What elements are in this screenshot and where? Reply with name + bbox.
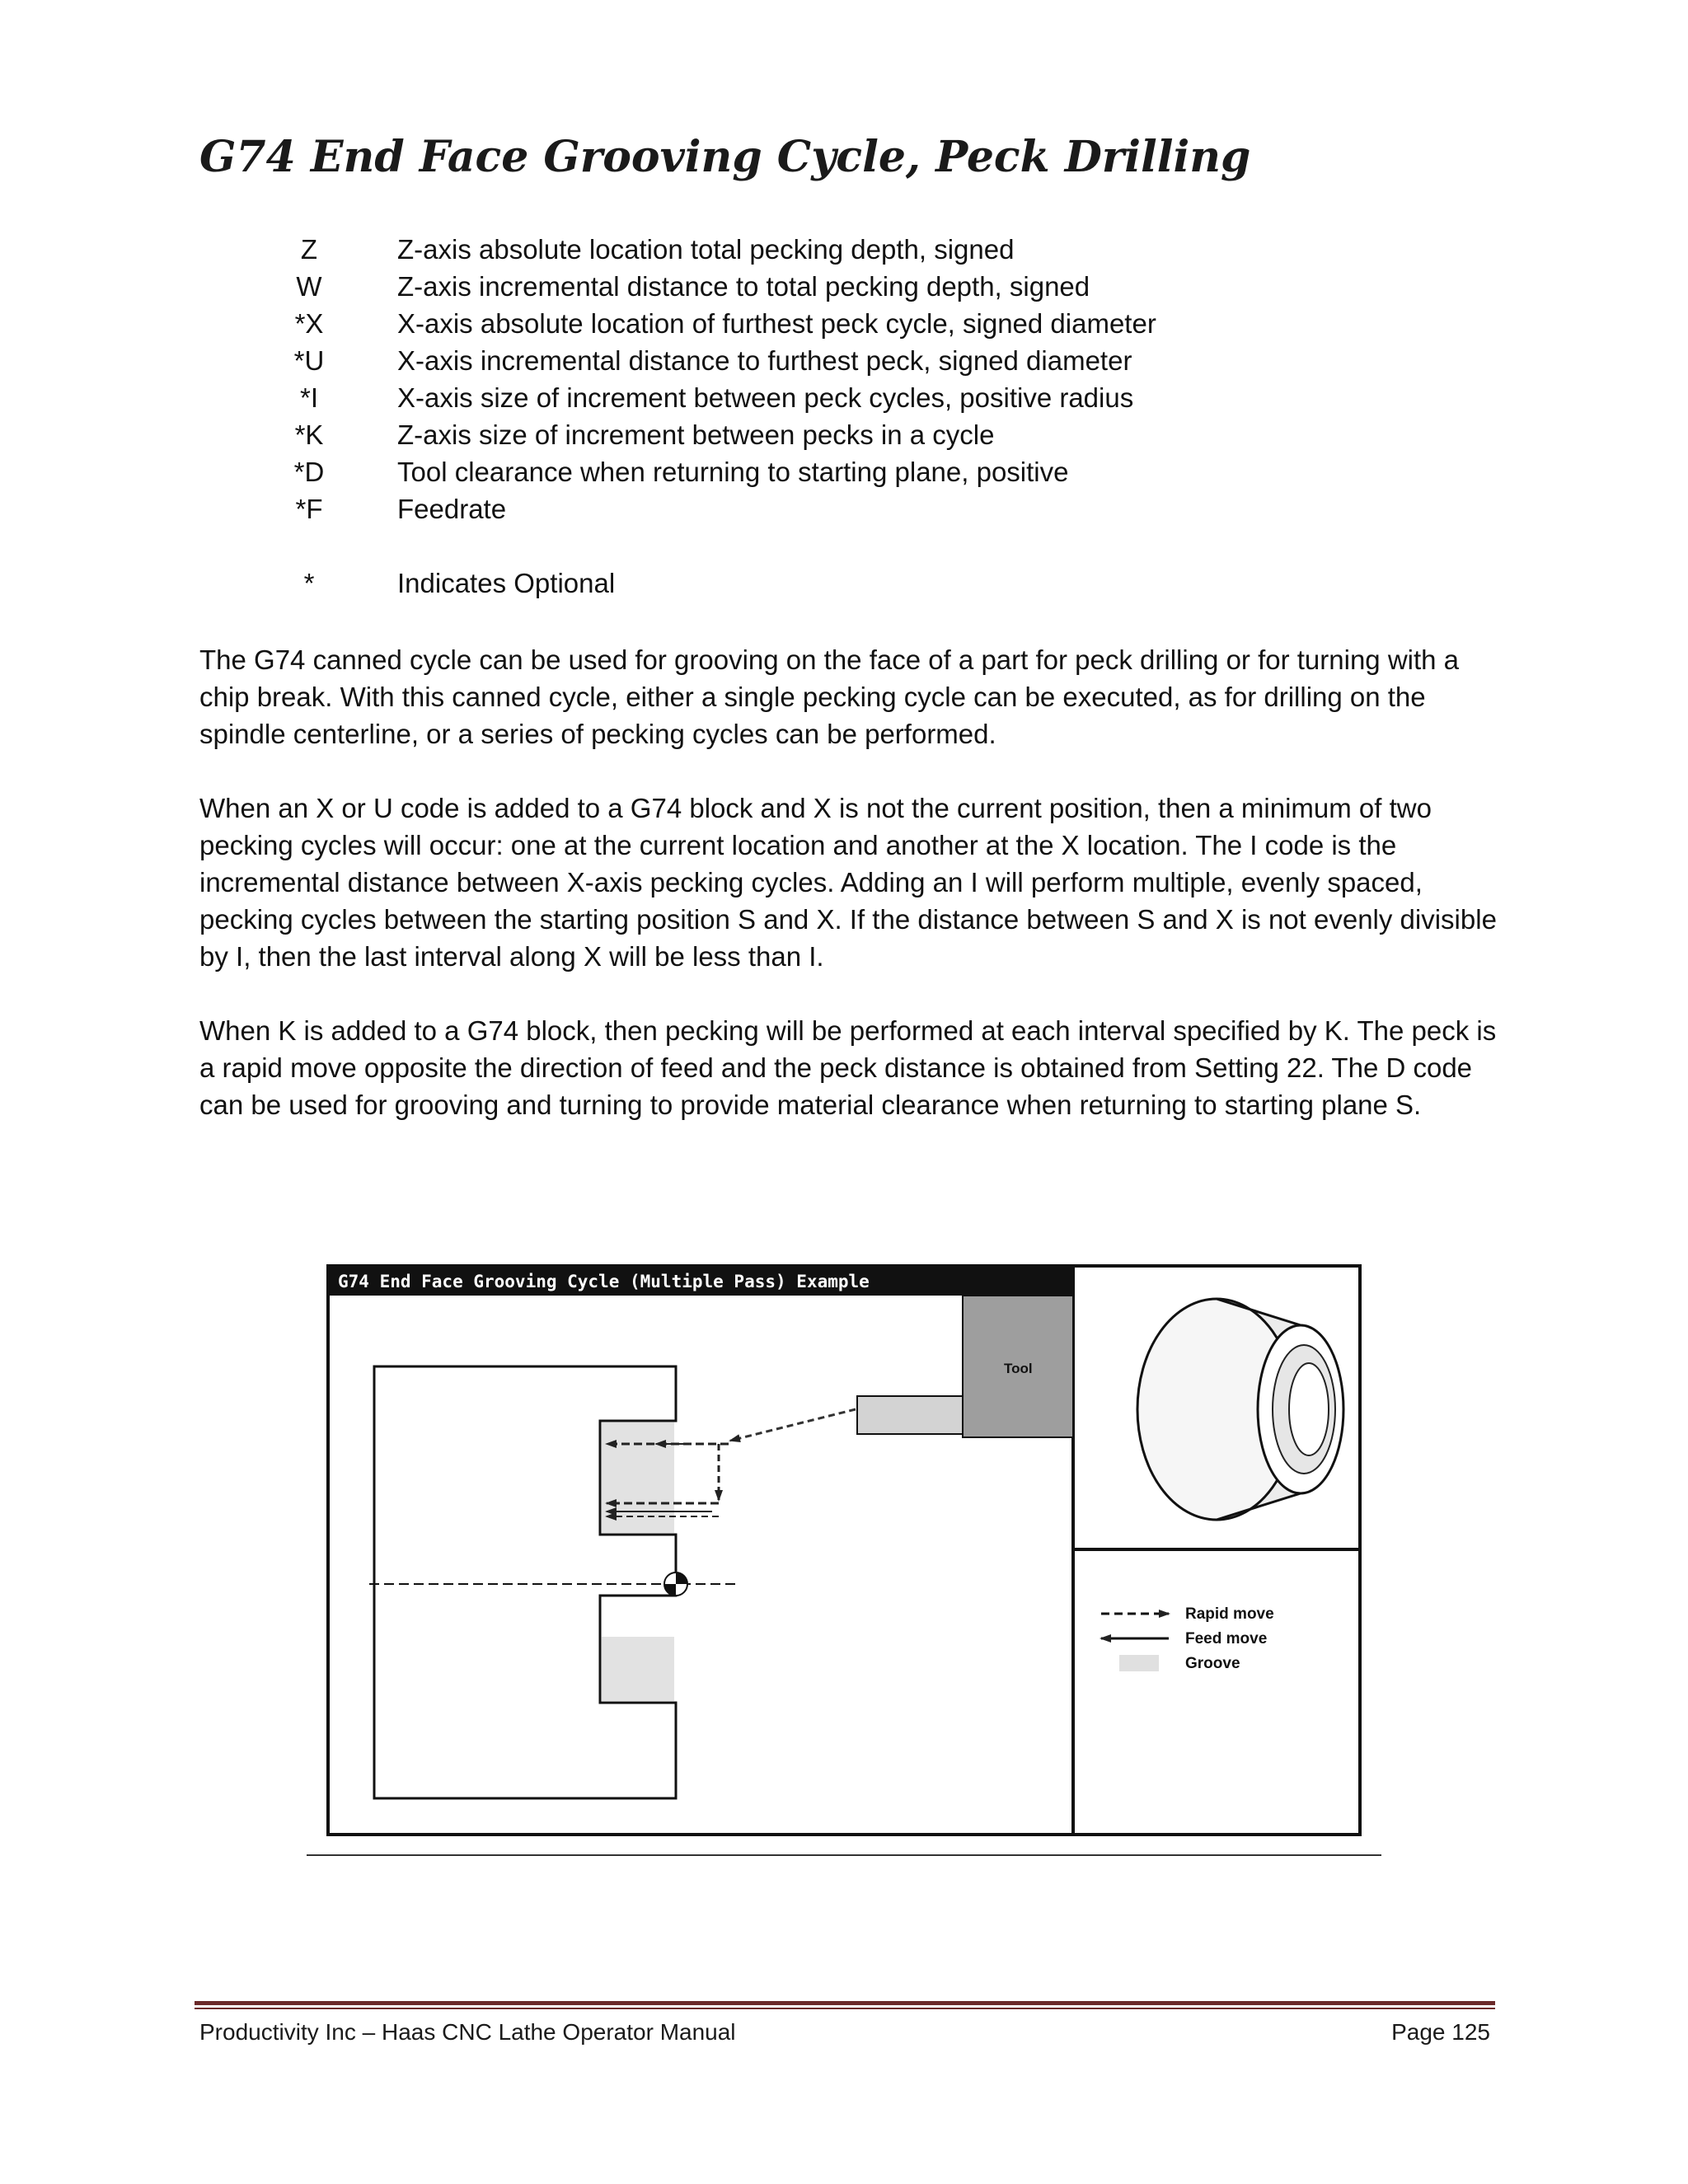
- param-description: Z-axis absolute location total pecking depth, signed: [397, 233, 1015, 265]
- param-description: Feedrate: [397, 493, 507, 524]
- param-description: X-axis size of increment between peck cycles, positive radius: [397, 382, 1134, 413]
- groove-area-lower: [602, 1637, 674, 1701]
- param-code: *I: [299, 382, 318, 413]
- param-code: W: [296, 270, 322, 302]
- param-row: [280, 342, 1352, 379]
- optional-note-symbol: *: [303, 567, 315, 598]
- param-row: [280, 416, 1352, 453]
- param-code: *D: [293, 456, 325, 487]
- param-code: Z: [300, 233, 318, 265]
- param-description: Tool clearance when returning to starting plane, positive: [397, 456, 1069, 487]
- footer-rule-thick: [195, 2001, 1495, 2005]
- param-description: X-axis incremental distance to furthest peck, signed diameter: [397, 344, 1132, 376]
- param-code: *U: [293, 344, 325, 376]
- page-title: G74 End Face Grooving Cycle, Peck Drilling: [199, 132, 1251, 182]
- param-code: *F: [295, 493, 323, 524]
- tool-label: Tool: [1004, 1361, 1033, 1376]
- footer-rule-thin: [195, 2008, 1495, 2009]
- param-row: [280, 453, 1352, 490]
- param-code: *X: [294, 307, 324, 339]
- legend-groove-symbol: [1119, 1655, 1159, 1671]
- param-row: [280, 305, 1352, 342]
- footer-page-number: Page 125: [1391, 2019, 1490, 2045]
- optional-note-text: Indicates Optional: [397, 567, 616, 598]
- param-row: [280, 231, 1352, 268]
- paragraph-intro: The G74 canned cycle can be used for grooving on the face of a part for peck drilling or for turning with a chip break. With this canned cycle, either a single pecking cycle can be executed, as for drilling on the spindle centerline, or a series of pecking cycles can be performed.: [199, 644, 1460, 749]
- legend-rapid-label: Rapid move: [1185, 1605, 1274, 1623]
- g74-diagram: [326, 1264, 1362, 1836]
- figure-divider: [307, 1854, 1381, 1856]
- parameter-list: [280, 231, 1352, 602]
- param-code: *K: [294, 419, 324, 450]
- legend-groove-label: Groove: [1185, 1655, 1240, 1672]
- footer-manual-title: Productivity Inc – Haas CNC Lathe Operator Manual: [199, 2019, 736, 2045]
- diagram-title: G74 End Face Grooving Cycle (Multiple Pass) Example: [338, 1272, 870, 1291]
- param-description: Z-axis incremental distance to total pecking depth, signed: [397, 270, 1090, 302]
- paragraph-x-u-codes: When an X or U code is added to a G74 block and X is not the current position, then a minimum of two pecking cycles will occur: one at the current location and another at the X location. The I code is the incremental distance between X-axis pecking cycles. Adding an I will perform multiple, evenly spaced, pecking cycles between the starting position S and X. If the distance between S and X is not evenly divisible by I, then the last interval along X will be less than I.: [199, 793, 1497, 972]
- param-row: [280, 268, 1352, 305]
- param-description: X-axis absolute location of furthest peck cycle, signed diameter: [397, 307, 1156, 339]
- g74-diagram-svg: [326, 1264, 1362, 1836]
- tool-insert: [857, 1396, 963, 1434]
- legend-feed-label: Feed move: [1185, 1630, 1268, 1647]
- param-row: [280, 379, 1352, 416]
- param-row: [280, 490, 1352, 527]
- paragraph-k-code: When K is added to a G74 block, then pecking will be performed at each interval specified by K. The peck is a rapid move opposite the direction of feed and the peck distance is obtained from Setting 22. The D code can be used for grooving and turning to provide material clearance when returning to starting plane S.: [199, 1015, 1497, 1120]
- part-3d-view: [1137, 1299, 1343, 1520]
- optional-note: [280, 565, 1352, 602]
- param-description: Z-axis size of increment between pecks in a cycle: [397, 419, 995, 450]
